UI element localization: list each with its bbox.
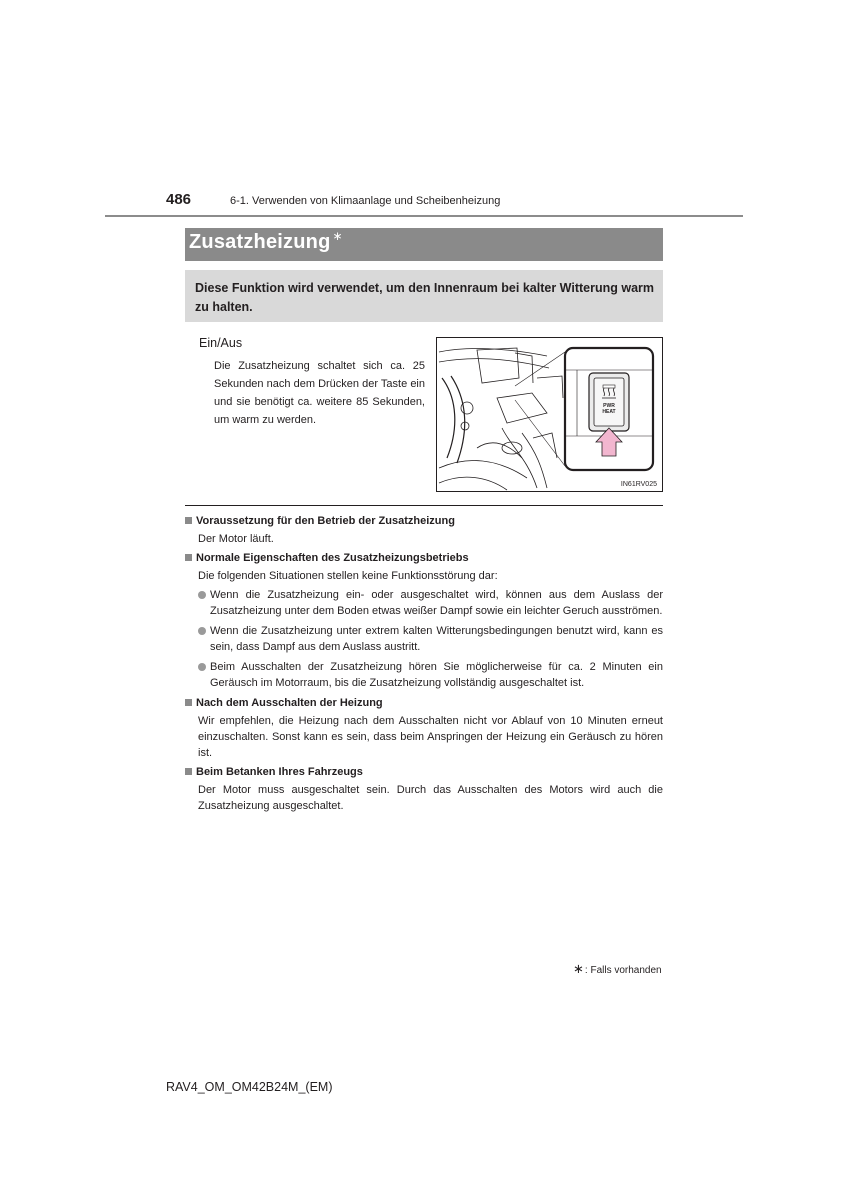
square-bullet-icon <box>185 768 192 775</box>
section-after-switch-off <box>185 695 663 761</box>
button-label-pwr: PWR <box>603 403 615 409</box>
square-bullet-icon <box>185 554 192 561</box>
dashboard-illustration <box>437 338 663 492</box>
section-text: Der Motor läuft. <box>198 533 274 545</box>
round-bullet-icon <box>198 591 206 599</box>
list-item <box>198 587 663 619</box>
list-item <box>198 659 663 691</box>
section-title: Voraussetzung für den Betrieb der Zusatzheizung <box>196 515 455 527</box>
section-title: Normale Eigenschaften des Zusatzheizungsbetriebs <box>196 552 469 564</box>
section-text: Der Motor muss ausgeschaltet sein. Durch das Ausschalten des Motors wird auch die Zusatzheizung ausgeschaltet. <box>198 784 663 812</box>
intro-box <box>185 270 663 322</box>
section-divider <box>185 505 663 506</box>
figure-code: IN61RV025 <box>620 481 657 488</box>
list-item-text: Wenn die Zusatzheizung ein- oder ausgeschaltet wird, können aus dem Auslass der Zusatzheizung unter dem Boden etwas weißer Dampf sowie ein leichter Geruch ausströmen. <box>210 589 663 617</box>
square-bullet-icon <box>185 517 192 524</box>
list-item <box>198 623 663 655</box>
section-text: Die folgenden Situationen stellen keine Funktionsstörung dar: <box>198 570 498 582</box>
section-normal-behaviour <box>185 550 663 691</box>
title-text: Zusatzheizung <box>189 231 331 253</box>
onoff-heading: Ein/Aus <box>199 336 243 350</box>
title-bar <box>185 228 663 261</box>
document-code: RAV4_OM_OM42B24M_(EM) <box>166 1080 333 1094</box>
square-bullet-icon <box>185 699 192 706</box>
button-label-heat: HEAT <box>602 409 616 415</box>
round-bullet-icon <box>198 627 206 635</box>
figure <box>436 337 663 492</box>
onoff-text: Die Zusatzheizung schaltet sich ca. 25 Sekunden nach dem Drücken der Taste ein und sie benötigt ca. weitere 85 Sekunden, um warm zu werden. <box>214 360 425 426</box>
page-number: 486 <box>166 191 192 208</box>
intro-text: Diese Funktion wird verwendet, um den Innenraum bei kalter Witterung warm zu halten. <box>195 281 654 314</box>
section-refuelling <box>185 764 663 814</box>
round-bullet-icon <box>198 663 206 671</box>
section-header: 6-1. Verwenden von Klimaanlage und Scheibenheizung <box>230 195 501 207</box>
section-title: Nach dem Ausschalten der Heizung <box>196 697 383 709</box>
footnote-text: : Falls vorhanden <box>584 965 662 976</box>
body-sections <box>185 513 663 817</box>
section-requirements <box>185 513 663 547</box>
footnote <box>573 961 662 977</box>
list-item-text: Wenn die Zusatzheizung unter extrem kalten Witterungsbedingungen benutzt wird, kann es sein, dass Dampf aus dem Auslass austritt. <box>210 625 663 653</box>
section-title: Beim Betanken Ihres Fahrzeugs <box>196 766 363 778</box>
list-item-text: Beim Ausschalten der Zusatzheizung hören Sie möglicherweise für ca. 2 Minuten ein Geräusch im Motorraum, bis die Zusatzheizung vollständig ausgeschaltet ist. <box>210 661 663 689</box>
section-text: Wir empfehlen, die Heizung nach dem Ausschalten nicht vor Ablauf von 10 Minuten erneut einzuschalten. Sonst kann es sein, dass beim Anspringen der Heizung ein Geräusch zu hören ist. <box>198 715 663 759</box>
header-divider <box>105 215 743 217</box>
footnote-marker: ∗ <box>573 961 584 976</box>
availability-marker: ∗ <box>332 229 343 243</box>
page-title <box>189 231 343 254</box>
